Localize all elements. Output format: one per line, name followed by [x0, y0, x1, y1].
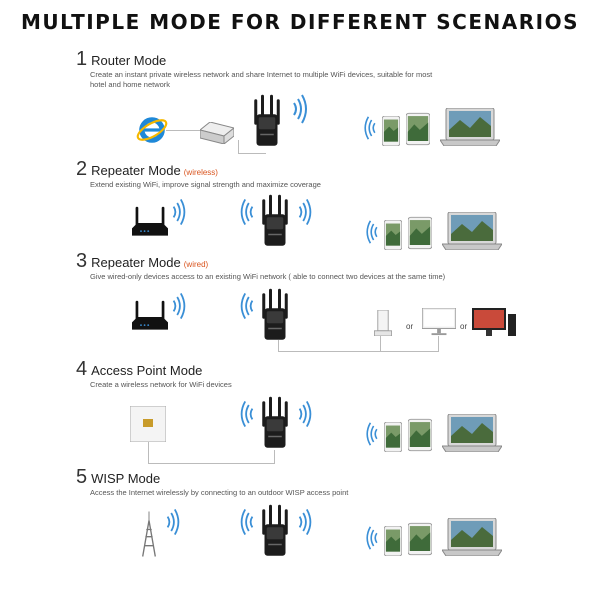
wifi-signal-icon	[362, 116, 378, 140]
extender-icon	[260, 396, 290, 450]
mode-diagram	[0, 358, 600, 478]
phone-icon	[382, 116, 400, 146]
router-icon	[132, 206, 168, 240]
mode-tag: (wired)	[183, 260, 209, 269]
extender-icon	[260, 194, 290, 248]
desktop-pc-icon	[472, 308, 516, 338]
wifi-signal-icon	[296, 508, 314, 536]
wifi-signal-icon	[170, 198, 188, 226]
mode-diagram	[0, 48, 600, 168]
mode-description: Create a wireless network for WiFi devices	[90, 380, 232, 389]
wifi-signal-icon	[364, 526, 380, 550]
or-label: or	[406, 322, 414, 331]
laptop-icon	[442, 518, 502, 556]
mode-tag: (wireless)	[183, 168, 218, 177]
tablet-icon	[408, 522, 432, 556]
tablet-icon	[408, 418, 432, 452]
mode-number: 5	[76, 466, 88, 488]
wifi-signal-icon	[238, 400, 256, 428]
cable	[274, 450, 275, 464]
tablet-icon	[406, 112, 430, 146]
or-label: or	[460, 322, 468, 331]
cable	[238, 140, 239, 154]
phone-icon	[384, 220, 402, 250]
cable	[166, 130, 204, 131]
wifi-signal-icon	[296, 198, 314, 226]
mode-diagram	[0, 466, 600, 586]
cable	[238, 153, 266, 154]
mode-name: Access Point Mode	[91, 363, 203, 378]
wifi-signal-icon	[238, 198, 256, 226]
wifi-signal-icon	[296, 400, 314, 428]
cable	[148, 442, 149, 464]
extender-icon	[252, 94, 282, 148]
wifi-signal-icon	[364, 220, 380, 244]
extender-icon	[260, 504, 290, 558]
mode-description: Extend existing WiFi, improve signal strength and maximize coverage	[90, 180, 321, 189]
phone-icon	[384, 526, 402, 556]
mode-name: WISP Mode	[91, 471, 161, 486]
laptop-icon	[440, 108, 500, 146]
router-icon	[132, 300, 168, 334]
cable	[148, 463, 274, 464]
monitor-icon	[422, 308, 456, 336]
phone-icon	[384, 422, 402, 452]
mode-name: Router Mode	[91, 53, 167, 68]
mode-name: Repeater Mode	[91, 163, 181, 178]
mode-name: Repeater Mode	[91, 255, 181, 270]
mode-number: 4	[76, 358, 88, 380]
mode-description: Access the Internet wirelessly by connecting to an outdoor WISP access point	[90, 488, 349, 497]
mode-number: 2	[76, 158, 88, 180]
laptop-icon	[442, 414, 502, 452]
wifi-signal-icon	[164, 508, 182, 536]
cable	[278, 351, 438, 352]
wifi-signal-icon	[238, 508, 256, 536]
cable	[438, 336, 439, 352]
mode-description: Give wired-only devices access to an existing WiFi network ( able to connect two devices at the same time)	[90, 272, 446, 281]
radio-tower-icon	[140, 510, 158, 558]
page-title: MULTIPLE MODE FOR DIFFERENT SCENARIOS	[21, 10, 579, 34]
tablet-icon	[408, 216, 432, 250]
modem-icon	[200, 122, 234, 144]
mode-number: 3	[76, 250, 88, 272]
wifi-signal-icon	[238, 292, 256, 320]
laptop-icon	[442, 212, 502, 250]
internet-explorer-icon	[136, 114, 168, 146]
extender-icon	[260, 288, 290, 342]
ethernet-wall-socket-icon	[130, 406, 166, 442]
mode-description: Create an instant private wireless network and share Internet to multiple WiFi devices, suitable for most hotel and home network	[90, 70, 433, 89]
game-console-icon	[374, 310, 392, 336]
wifi-signal-icon	[290, 94, 310, 124]
wifi-signal-icon	[170, 292, 188, 320]
mode-diagram	[0, 250, 600, 370]
mode-number: 1	[76, 48, 88, 70]
wifi-signal-icon	[364, 422, 380, 446]
